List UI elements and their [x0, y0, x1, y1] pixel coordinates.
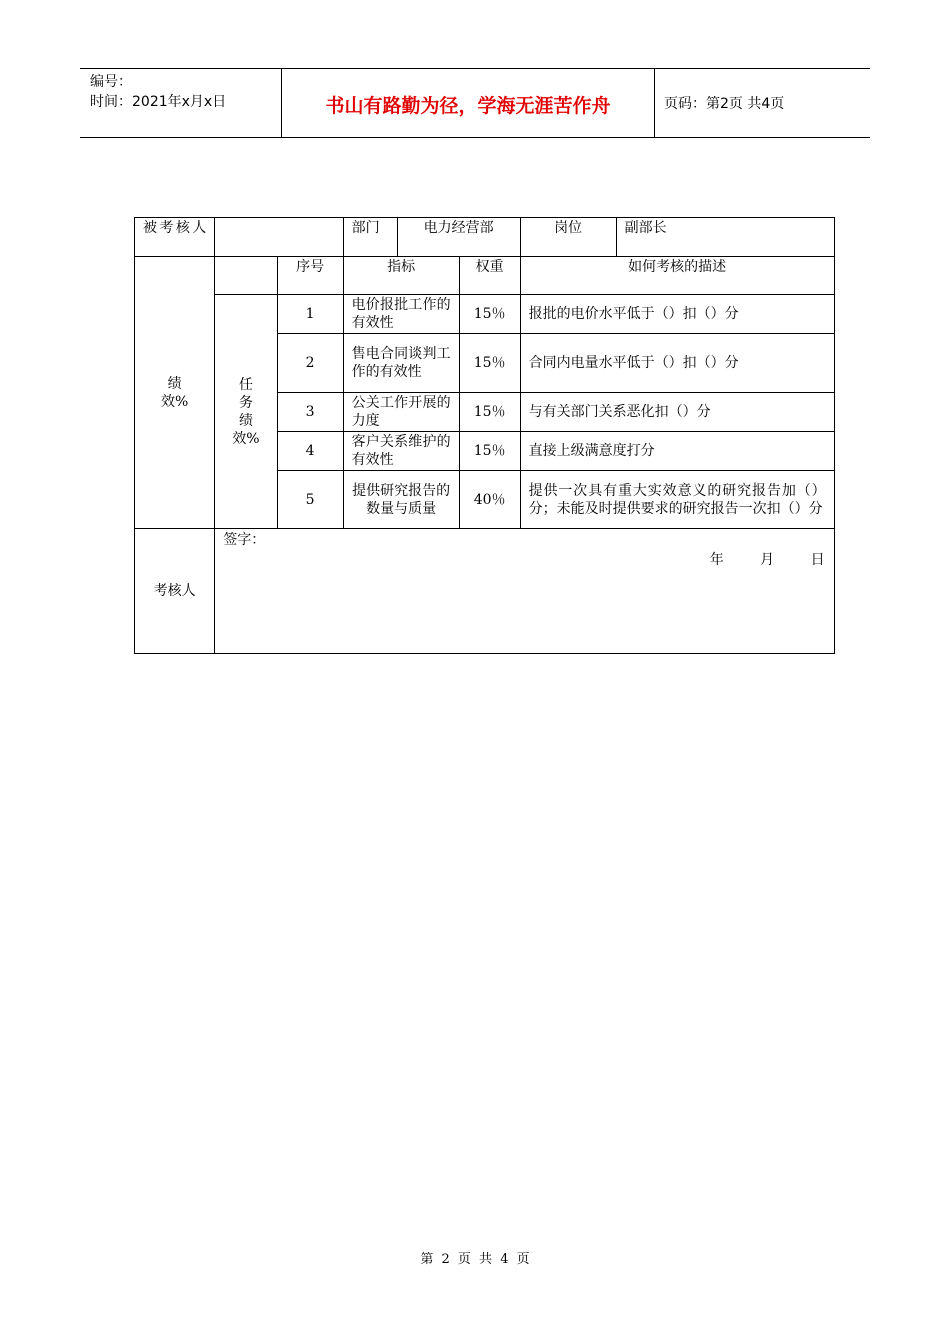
row-description: 提供一次具有重大实效意义的研究报告加（）分；未能及时提供要求的研究报告一次扣（）分 [520, 471, 834, 529]
row-weight: 15％ [459, 295, 520, 334]
row-indicator: 提供研究报告的数量与质量 [343, 471, 459, 529]
row-weight: 15％ [459, 334, 520, 393]
row-seq: 3 [277, 393, 343, 432]
time-label: 时间：2021年x月x日 [90, 94, 227, 110]
col-weight: 权重 [459, 257, 520, 295]
signature-area [215, 529, 834, 654]
row-weight: 15％ [459, 393, 520, 432]
post-label: 岗位 [520, 218, 616, 257]
dept-value: 电力经营部 [397, 218, 520, 257]
row-description: 与有关部门关系恶化扣（）分 [520, 393, 834, 432]
row-seq: 1 [277, 295, 343, 334]
col-description: 如何考核的描述 [520, 257, 834, 295]
row-indicator: 售电合同谈判工作的有效性 [343, 334, 459, 393]
row-indicator: 电价报批工作的有效性 [343, 295, 459, 334]
header-motto: 书山有路勤为径，学海无涯苦作舟 [325, 95, 611, 117]
row-seq: 2 [277, 334, 343, 393]
col-indicator: 指标 [343, 257, 459, 295]
serial-label: 编号： [90, 74, 132, 90]
row-seq: 5 [277, 471, 343, 529]
row-description: 直接上级满意度打分 [520, 432, 834, 471]
row-weight: 15％ [459, 432, 520, 471]
col-seq: 序号 [277, 257, 343, 295]
task-label: 任务绩效% [215, 295, 277, 529]
examinee-label: 被考核人 [135, 218, 215, 257]
header-divider [654, 69, 655, 137]
row-description: 报批的电价水平低于（）扣（）分 [520, 295, 834, 334]
examinee-value [215, 218, 343, 257]
header-meta [90, 72, 226, 112]
row-weight: 40％ [459, 471, 520, 529]
signature-label: 签字： [223, 532, 266, 548]
post-value: 副部长 [616, 218, 834, 257]
header-page-number: 页码：第2页 共4页 [664, 96, 785, 112]
date-day: 日 [810, 552, 826, 568]
page-header [80, 68, 870, 138]
perf-label: 绩效% [135, 257, 215, 529]
row-indicator: 公关工作开展的力度 [343, 393, 459, 432]
row-seq: 4 [277, 432, 343, 471]
page-footer: 第 2 页 共 4 页 [420, 1252, 530, 1267]
reviewer-label: 考核人 [135, 529, 215, 654]
row-description: 合同内电量水平低于（）扣（）分 [520, 334, 834, 393]
date-year: 年 [709, 552, 725, 568]
signature-date [680, 551, 826, 569]
blank-cell [215, 257, 277, 295]
assessment-table [134, 217, 835, 654]
date-month: 月 [760, 552, 776, 568]
row-indicator: 客户关系维护的有效性 [343, 432, 459, 471]
dept-label: 部门 [343, 218, 397, 257]
